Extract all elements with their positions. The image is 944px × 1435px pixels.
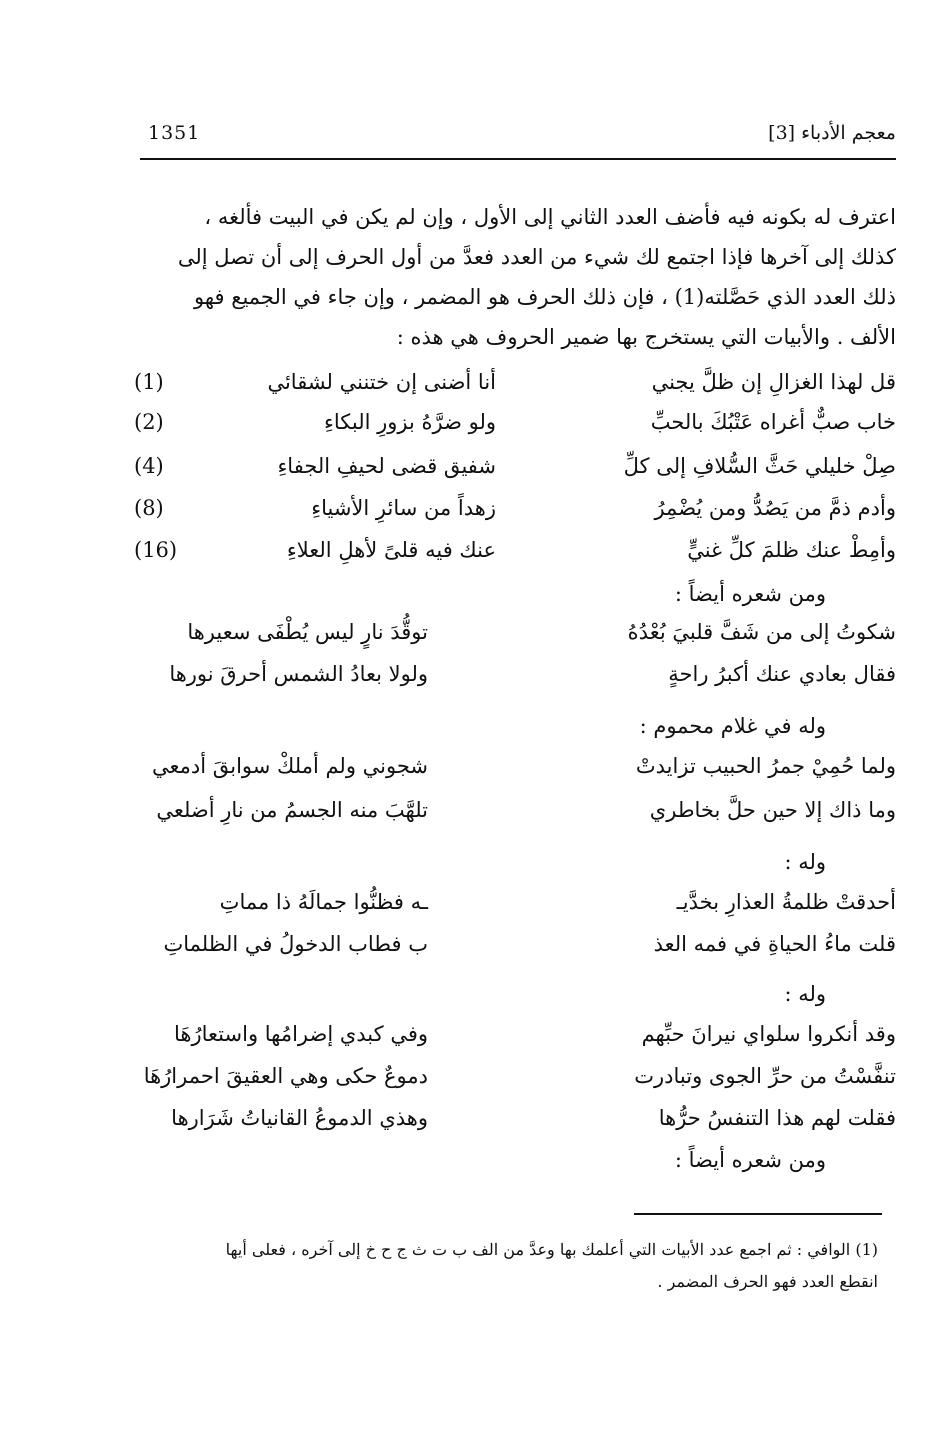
verse-first-hemistich: صِلْ خليلي حَثَّ السُّلافِ إلى كلِّ	[623, 454, 896, 478]
poem-verse	[128, 1100, 896, 1140]
numbered-verse	[128, 532, 896, 572]
verse-second-hemistich: وفي كبدي إضرامُها واستعارُهَا	[174, 1022, 428, 1046]
verse-first-hemistich: وأدم ذمَّ من يَصُدُّ ومن يُضْمِرُ	[654, 496, 896, 520]
verse-number: (16)	[134, 538, 178, 562]
verse-second-hemistich: ولولا بعادُ الشمس أحرقَ نورها	[169, 662, 428, 686]
page-number: 1351	[148, 122, 201, 144]
verse-first-hemistich: ولما حُمِيْ جمرُ الحبيب تزايدتْ	[635, 754, 896, 778]
numbered-verse	[128, 448, 896, 488]
numbered-verse	[128, 364, 896, 404]
verse-first-hemistich: وما ذاك إلا حين حلَّ بخاطري	[649, 798, 896, 822]
poem-verse	[128, 1058, 896, 1098]
poem-intro: ومن شعره أيضاً :	[674, 582, 826, 606]
header-divider	[140, 158, 896, 160]
prose-paragraph	[128, 197, 896, 357]
poem-verse	[128, 1016, 896, 1056]
numbered-verse	[128, 404, 896, 444]
verse-second-hemistich: زهداً من سائرِ الأشياءِ	[311, 496, 496, 520]
numbered-verse	[128, 490, 896, 530]
footnote-divider	[634, 1213, 882, 1215]
verse-second-hemistich: شجوني ولم أملكْ سوابقَ أدمعي	[151, 754, 428, 778]
running-header-title: معجم الأدباء [3]	[768, 122, 896, 144]
verse-first-hemistich: خاب صبٌّ أغراه عَتْبُكَ بالحبِّ	[650, 410, 896, 434]
verse-first-hemistich: فقلت لهم هذا التنفسُ حرُّها	[658, 1106, 896, 1130]
verse-second-hemistich: ـه فظنُّوا جمالَهُ ذا مماتِ	[219, 890, 428, 914]
poem-verse	[128, 656, 896, 696]
prose-line: الألف . والأبيات التي يستخرج بها ضمير الحروف هي هذه :	[396, 325, 896, 349]
verse-second-hemistich: شفيق قضى لحيفِ الجفاءِ	[277, 454, 496, 478]
verse-number: (2)	[134, 410, 164, 434]
poem-verse	[128, 926, 896, 966]
poem-intro: وله :	[784, 850, 826, 874]
verse-number: (1)	[134, 370, 164, 394]
footnote-line: انقطع العدد فهو الحرف المضمر .	[657, 1272, 878, 1291]
verse-second-hemistich: عنك فيه قلىً لأهلِ العلاءِ	[286, 538, 496, 562]
poem-verse	[128, 792, 896, 832]
verse-first-hemistich: وقد أنكروا سلواي نيرانَ حبِّهم	[641, 1022, 896, 1046]
verse-first-hemistich: وأمِطْ عنك ظلمَ كلِّ غنيٍّ	[687, 538, 896, 562]
verse-second-hemistich: وهذي الدموعُ القانياتُ شَرَارها	[171, 1106, 428, 1130]
verse-first-hemistich: قل لهذا الغزالِ إن ظلَّ يجني	[651, 370, 896, 394]
verse-first-hemistich: شكوتُ إلى من شَفَّ قلبيَ بُعْدُهُ	[627, 620, 896, 644]
verse-second-hemistich: ولو ضرَّهُ بزورِ البكاءِ	[324, 410, 496, 434]
footnote-line: (1) الوافي : ثم اجمع عدد الأبيات التي أعلمك بها وعدَّ من الف ب ت ث ج ح خ إلى آخره ، فعلى أيها	[225, 1240, 878, 1259]
verse-first-hemistich: أحدقتْ ظلمةُ العذارِ بخدَّيـ	[676, 890, 896, 914]
verse-second-hemistich: ب فطاب الدخولُ في الظلماتِ	[163, 932, 428, 956]
verse-number: (4)	[134, 454, 164, 478]
verse-second-hemistich: دموعٌ حكى وهي العقيقَ احمرارُهَا	[143, 1064, 428, 1088]
verse-number: (8)	[134, 496, 164, 520]
verse-second-hemistich: تلهَّبَ منه الجسمُ من نارِ أضلعي	[156, 798, 428, 822]
verse-first-hemistich: فقال بعادي عنك أكبرُ راحةٍ	[668, 662, 896, 686]
poem-intro: وله :	[784, 982, 826, 1006]
verse-second-hemistich: أنا أضنى إن ختنني لشقائي	[267, 370, 496, 394]
poem-verse	[128, 884, 896, 924]
poem-intro: وله في غلام محموم :	[639, 714, 826, 738]
poem-verse	[128, 614, 896, 654]
prose-line: اعترف له بكونه فيه فأضف العدد الثاني إلى الأول ، وإن لم يكن في البيت فألغه ،	[204, 205, 896, 229]
poem-intro: ومن شعره أيضاً :	[674, 1148, 826, 1172]
verse-first-hemistich: تنفَّسْتُ من حرِّ الجوى وتبادرت	[634, 1064, 896, 1088]
prose-line: كذلك إلى آخرها فإذا اجتمع لك شيء من العدد فعدَّ من أول الحرف إلى أن تصل إلى	[177, 245, 896, 269]
prose-line: ذلك العدد الذي حَصَّلته(1) ، فإن ذلك الحرف هو المضمر ، وإن جاء في الجميع فهو	[194, 285, 896, 309]
footnote	[128, 1234, 878, 1298]
verse-first-hemistich: قلت ماءُ الحياةِ في فمه العذ	[653, 932, 896, 956]
verse-second-hemistich: توقُّدَ نارٍ ليس يُطْفَى سعيرها	[187, 620, 428, 644]
poem-verse	[128, 748, 896, 788]
